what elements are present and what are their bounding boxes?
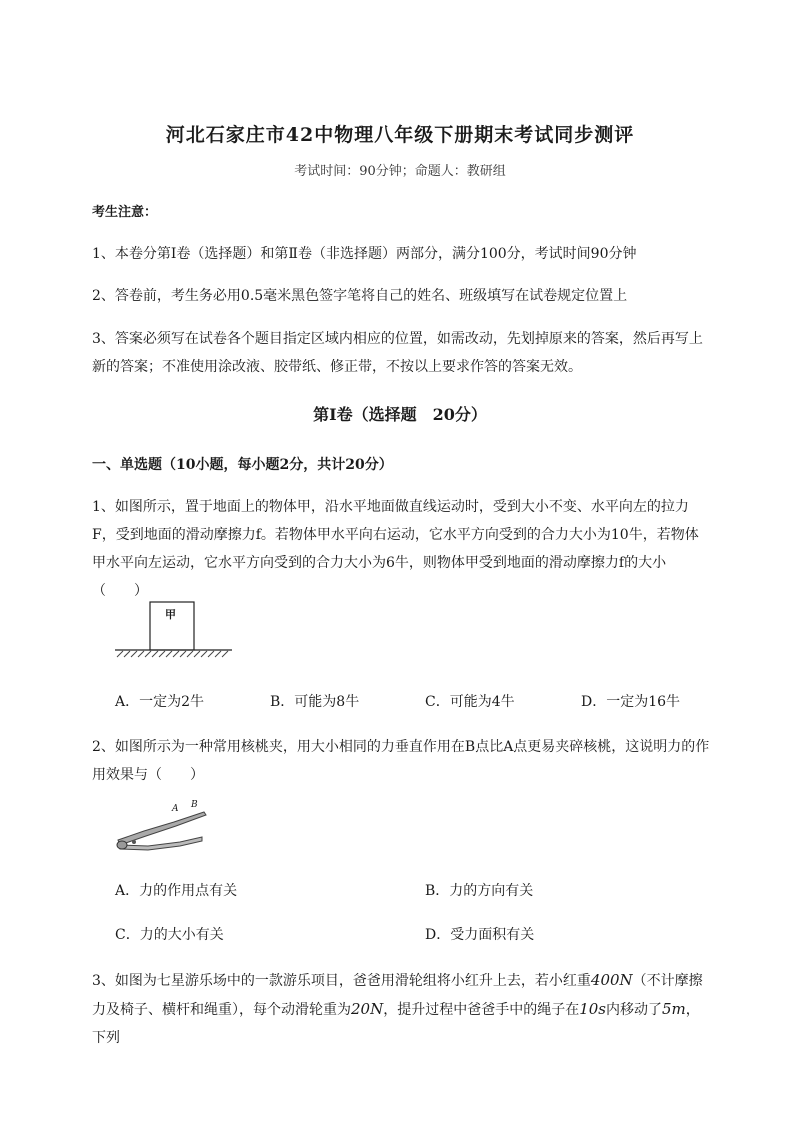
q3-text-4: 内移动了 [606, 1002, 663, 1018]
question-2-option-b: B．力的方向有关 [425, 883, 534, 899]
question-1-stem: 1、如图所示，置于地面上的物体甲，沿水平地面做直线运动时，受到大小不变、水平向左的拉力F，受到地面的滑动摩擦力f。若物体甲水平向右运动，它水平方向受到的合力大小为10牛，若物体甲水平向左运动，它水平方向受到的合力大小为6牛，则物体甲受到地面的滑动摩擦力f的大小（ ） [92, 499, 699, 599]
question-1-option-b: B．可能为8牛 [270, 694, 360, 710]
q3-distance: 5m [662, 1000, 686, 1018]
notice-item-1: 1、本卷分第I卷（选择题）和第Ⅱ卷（非选择题）两部分，满分100分，考试时间90分钟 [92, 246, 637, 262]
question-2-stem: 2、如图所示为一种常用核桃夹，用大小相同的力垂直作用在B点比A点更易夹碎核桃，这说明力的作用效果与（ ） [92, 739, 710, 783]
notice-item-2: 2、答卷前，考生务必用0.5毫米黑色签字笔将自己的姓名、班级填写在试卷规定位置上 [92, 288, 628, 304]
question-1-option-d: D．一定为16牛 [581, 694, 681, 710]
question-2-figure [114, 800, 214, 856]
question-2-option-a: A．力的作用点有关 [115, 883, 238, 899]
question-3-stem [92, 966, 712, 1052]
notice-heading: 考生注意： [92, 205, 158, 220]
question-1-figure [115, 598, 235, 660]
q3-text-1: 3、如图为七星游乐场中的一款游乐项目，爸爸用滑轮组将小红升上去，若小红重 [92, 973, 591, 989]
question-1-option-a: A．一定为2牛 [115, 694, 205, 710]
question-2-option-d: D．受力面积有关 [425, 927, 535, 943]
question-1-option-c: C．可能为4牛 [425, 694, 515, 710]
q3-time: 10s [579, 1000, 607, 1018]
q3-text-3: ，提升过程中爸爸手中的绳子在 [383, 1002, 580, 1018]
q3-text-2: （不计摩擦力及椅子、横杆和绳重），每个动滑轮重为 [92, 973, 703, 1018]
notice-item-3: 3、答案必须写在试卷各个题目指定区域内相应的位置，如需改动，先划掉原来的答案，然后再写上新的答案；不准使用涂改液、胶带纸、修正带，不按以上要求作答的答案无效。 [92, 331, 703, 375]
q3-pulley-weight: 20N [351, 1000, 384, 1018]
part-heading: 一、单选题（10小题，每小题2分，共计20分） [92, 457, 393, 473]
section-title: 第I卷（选择题 20分） [313, 405, 487, 424]
figure-label-jia: 甲 [165, 608, 176, 621]
question-2-option-c: C．力的大小有关 [115, 927, 224, 943]
q3-weight: 400N [590, 971, 633, 989]
figure-label-b: B [191, 800, 198, 810]
page-subtitle: 考试时间：90分钟；命题人：教研组 [294, 164, 506, 179]
page-title: 河北石家庄市42中物理八年级下册期末考试同步测评 [165, 124, 635, 146]
q3-text-5: ，下列 [92, 1002, 700, 1046]
figure-label-a: A [172, 804, 179, 814]
